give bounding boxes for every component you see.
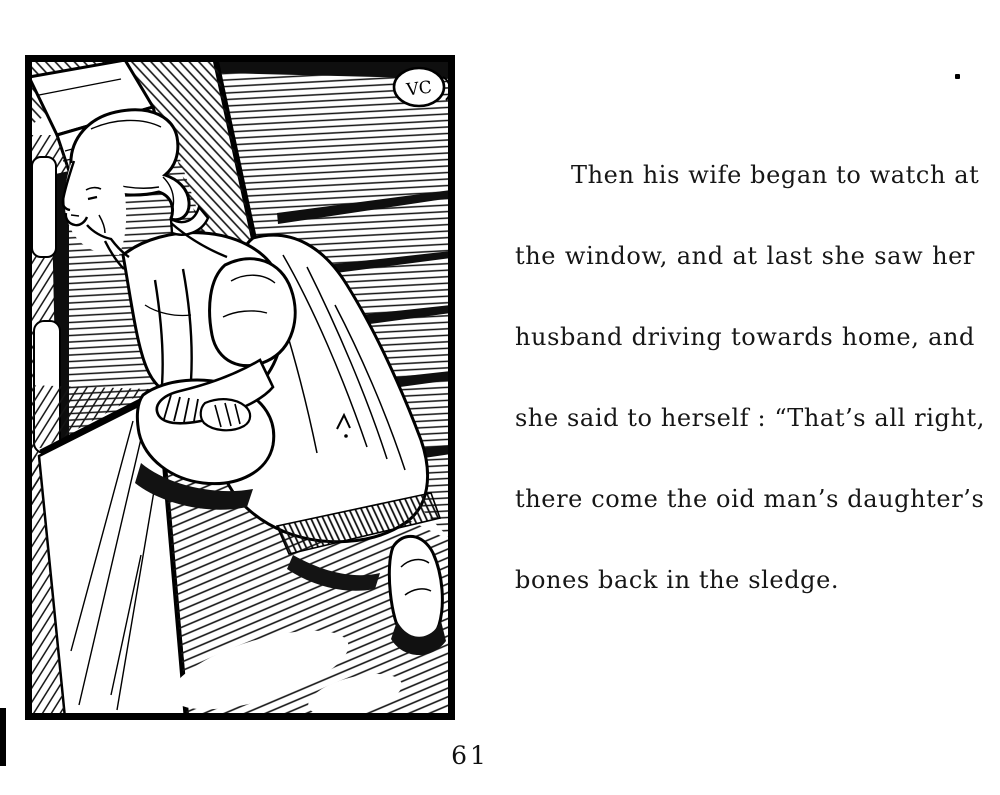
monogram-text: VC [405,77,434,101]
scan-speck [955,74,960,79]
page-number: 61 [451,741,489,770]
text-line: she said to herself : “That’s all right, [515,404,985,432]
text-line: Then his wife began to watch at [571,161,980,189]
text-line: the window, and at last she saw her [515,242,975,270]
window-pane [32,157,56,257]
text-line: there come the oid man’s daughter’s [515,485,985,513]
illustration-woman-at-window [25,55,455,720]
text-line: husband driving towards home, and [515,323,975,351]
paragraph [515,135,985,621]
text-line: bones back in the sledge. [515,566,840,594]
scan-edge-mark [0,708,6,766]
illustration-canvas [25,55,455,720]
